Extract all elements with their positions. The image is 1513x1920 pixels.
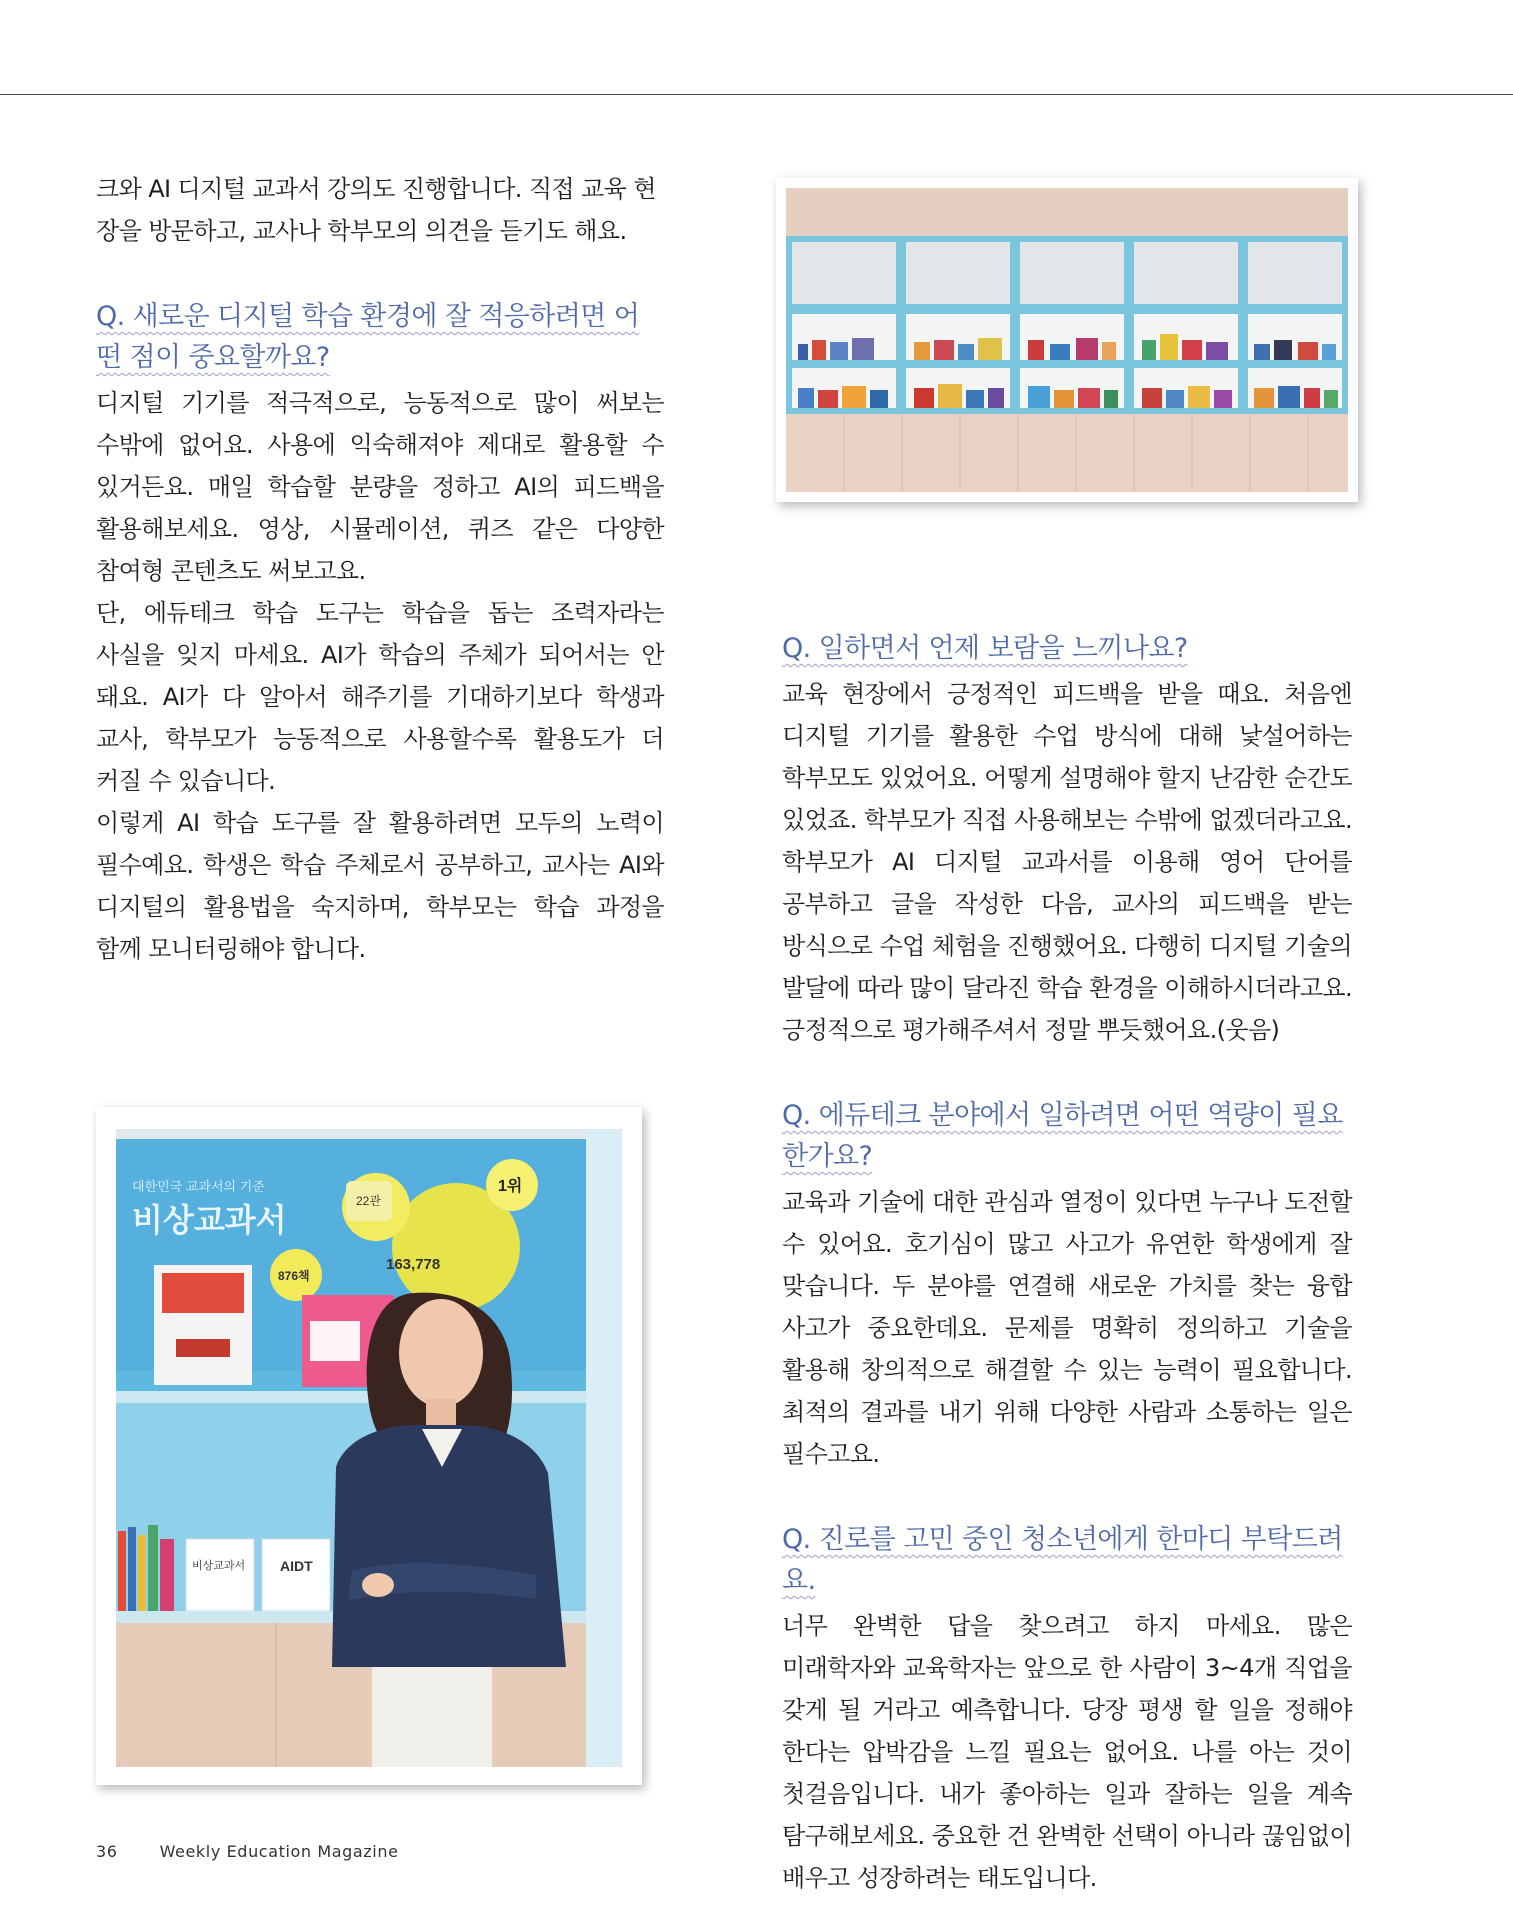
badge-22: 22관 <box>356 1194 381 1208</box>
portrait-illustration <box>96 1107 642 1785</box>
q1-block <box>96 296 664 378</box>
magazine-name: Weekly Education Magazine <box>159 1842 399 1861</box>
q3-block <box>782 1095 1352 1177</box>
intro-line-2: 장을 방문하고, 교사나 학부모의 의견을 듣기도 해요. <box>96 217 627 245</box>
stat-count: 163,778 <box>386 1256 441 1273</box>
q3-question: Q. 에듀테크 분야에서 일하려면 어떤 역량이 필요한가요? <box>782 1100 1343 1172</box>
q4-answer: 너무 완벽한 답을 찾으려고 하지 마세요. 많은 미래학자와 교육학자는 앞으로 한 사람이 3~4개 직업을 갖게 될 거라고 예측합니다. 당장 평생 할 일을 정해야 한다는 압박감을 느낄 필요는 없어요. 나를 아는 것이 첫걸음입니다. 내가 좋아하는 일과 잘하는 일을 계속 탐구해보세요. 중요한 건 완벽한 선택이 아니라 끊임없이 배우고 성장하려는 태도입니다. <box>782 1612 1352 1892</box>
badge-rank: 1위 <box>498 1178 523 1195</box>
page-footer <box>96 1842 441 1861</box>
left-column <box>96 168 664 970</box>
q1-answer-p3: 이렇게 AI 학습 도구를 잘 활용하려면 모두의 노력이 필수예요. 학생은 학습 주체로서 공부하고, 교사는 AI와 디지털의 활용법을 숙지하며, 학부모는 학습 과정을 함께 모니터링해야 합니다. <box>96 809 664 963</box>
right-column <box>782 628 1352 1899</box>
stat-books: 876책 <box>278 1269 310 1283</box>
q2-question: Q. 일하면서 언제 보람을 느끼나요? <box>782 633 1188 664</box>
q2-answer: 교육 현장에서 긍정적인 피드백을 받을 때요. 처음엔 디지털 기기를 활용한 수업 방식에 대해 낯설어하는 학부모도 있었어요. 어떻게 설명해야 할지 난감한 순간도 있었죠. 학부모가 직접 사용해보는 수밖에 없겠더라고요. 학부모가 AI 디지털 교과서를 이용해 영어 단어를 공부하고 글을 작성한 다음, 교사의 피드백을 받는 방식으로 수업 체험을 진행했어요. 다행히 디지털 기술의 발달에 따라 많이 달라진 학습 환경을 이해하시더라고요. 긍정적으로 평가해주셔서 정말 뿌듯했어요.(웃음) <box>782 680 1352 1044</box>
sign-title: 비상교과서 <box>132 1202 287 1238</box>
q3-answer: 교육과 기술에 대한 관심과 열정이 있다면 누구나 도전할 수 있어요. 호기심이 많고 사고가 유연한 학생에게 잘 맞습니다. 두 분야를 연결해 새로운 가치를 찾는 융합 사고가 중요한데요. 문제를 명확히 정의하고 기술을 활용해 창의적으로 해결할 수 있는 능력이 필요합니다. 최적의 결과를 내기 위해 다양한 사람과 소통하는 일은 필수고요. <box>782 1188 1352 1468</box>
q2-block <box>782 628 1352 669</box>
intro-line-1: 크와 AI 디지털 교과서 강의도 진행합니다. 직접 교육 현 <box>96 175 656 203</box>
box1-label: 비상교과서 <box>192 1560 246 1572</box>
q4-question: Q. 진로를 고민 중인 청소년에게 한마디 부탁드려요. <box>782 1524 1343 1596</box>
sign-subtitle: 대한민국 교과서의 기준 <box>132 1179 265 1194</box>
box2-label: AIDT <box>280 1558 313 1574</box>
q1-question: Q. 새로운 디지털 학습 환경에 잘 적응하려면 어떤 점이 중요할까요? <box>96 301 640 373</box>
bookshelf-illustration <box>776 178 1358 502</box>
page-number: 36 <box>96 1842 118 1861</box>
q1-answer-p2: 단, 에듀테크 학습 도구는 학습을 돕는 조력자라는 사실을 잊지 마세요. AI가 학습의 주체가 되어서는 안 돼요. AI가 다 알아서 해주기를 기대하기보다 학생과 교사, 학부모가 능동적으로 사용할수록 활용도가 더 커질 수 있습니다. <box>96 599 664 795</box>
top-rule <box>0 94 1513 95</box>
bookshelf-photo <box>776 178 1358 502</box>
portrait-photo <box>96 1107 642 1785</box>
q4-block <box>782 1519 1352 1601</box>
q1-answer-p1: 디지털 기기를 적극적으로, 능동적으로 많이 써보는 수밖에 없어요. 사용에 익숙해져야 제대로 활용할 수 있거든요. 매일 학습할 분량을 정하고 AI의 피드백을 활용해보세요. 영상, 시뮬레이션, 퀴즈 같은 다양한 참여형 콘텐츠도 써보고요. <box>96 389 664 585</box>
